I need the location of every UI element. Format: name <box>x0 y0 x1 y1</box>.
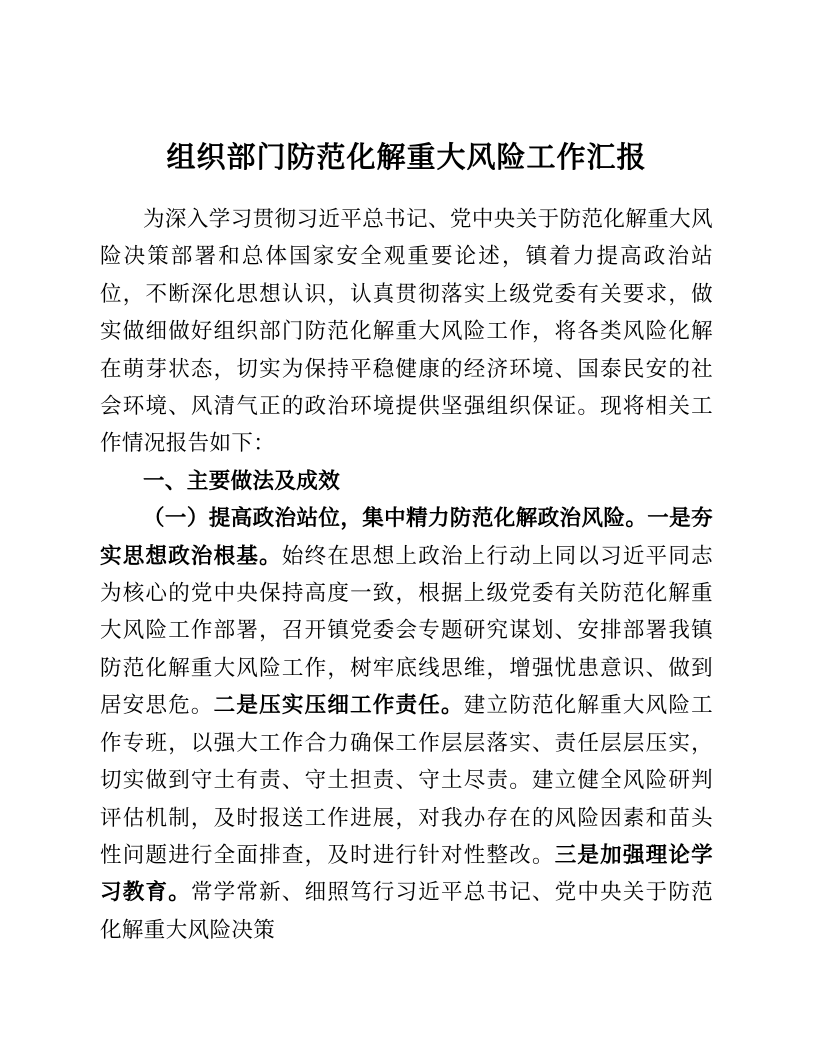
emphasis-run: 二是压实压细工作责任。 <box>213 693 464 718</box>
text-run: 始终在思想上政治上行动上同以习近平同志为核心的党中央保持高度一致，根据上级党委有关防范化解重大风险工作部署，召开镇党委会专题研究谋划、安排部署我镇防范化解重大风险工作，树牢底线思维，增强忧患意识、做到居安思危。 <box>100 543 713 718</box>
emphasis-run: （一）提高政治站位，集中精力防范化解政治风险。 <box>143 506 648 531</box>
emphasis-run: 三是加强理论学习教育。 <box>100 842 713 905</box>
document-title: 组织部门防范化解重大风险工作汇报 <box>166 142 647 174</box>
document-body <box>100 201 713 949</box>
paragraph: 为深入学习贯彻习近平总书记、党中央关于防范化解重大风险决策部署和总体国家安全观重要论述，镇着力提高政治站位，不断深化思想认识，认真贯彻落实上级党委有关要求，做实做细做好组织部门防范化解重大风险工作，将各类风险化解在萌芽状态，切实为保持平稳健康的经济环境、国泰民安的社会环境、风清气正的政治环境提供坚强组织保证。现将相关工作情况报告如下： <box>100 207 713 456</box>
section-heading: 一、主要做法及成效 <box>143 468 341 493</box>
text-run: 常学常新、细照笃行习近平总书记、党中央关于防范化解重大风险决策 <box>100 880 713 942</box>
emphasis-run: 一是夯实思想政治根基。 <box>100 506 713 568</box>
paragraph <box>100 500 713 949</box>
text-run: 建立防范化解重大风险工作专班，以强大工作合力确保工作层层落实、责任层层压实，切实做到守土有责、守土担责、守土尽责。建立健全风险研判评估机制，及时报送工作进展，对我办存在的风险因素和苗头性问题进行全面排查，及时进行针对性整改。 <box>100 693 713 867</box>
